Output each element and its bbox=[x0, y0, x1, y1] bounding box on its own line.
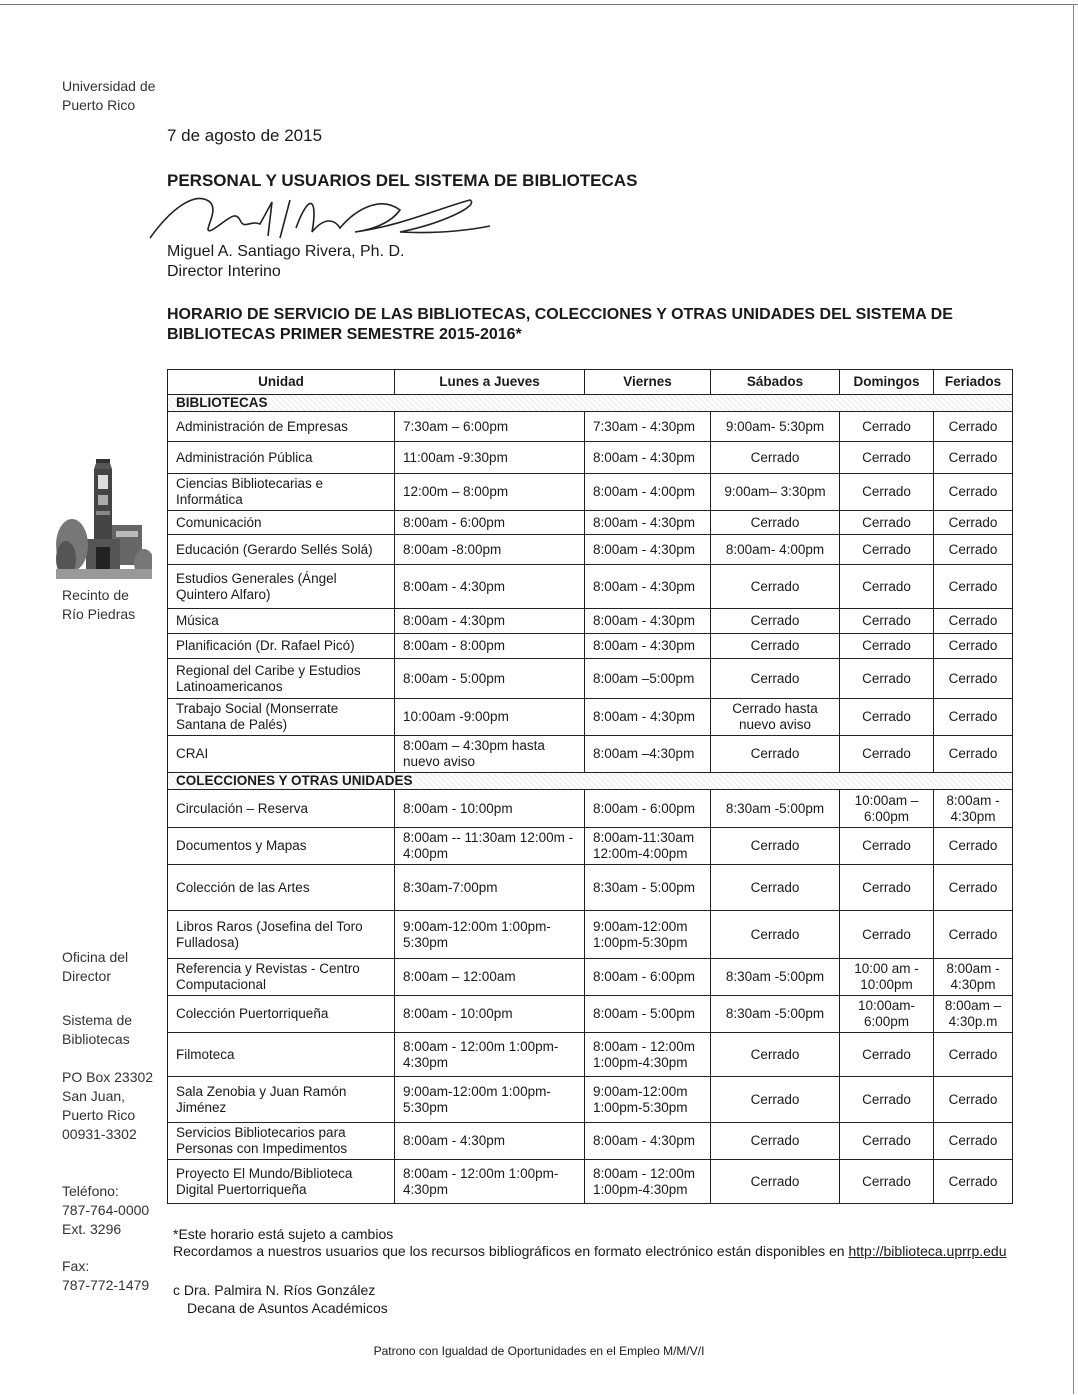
hours-cell: 8:00am – 12:00am bbox=[395, 959, 585, 996]
hours-cell: Cerrado bbox=[934, 442, 1013, 474]
hours-cell: 8:00am -8:00pm bbox=[395, 535, 585, 565]
hours-cell: Cerrado bbox=[934, 511, 1013, 535]
unit-name-cell: Proyecto El Mundo/Biblioteca Digital Puertorriqueña bbox=[168, 1160, 395, 1204]
hours-cell: Cerrado bbox=[934, 565, 1013, 609]
hours-cell: Cerrado bbox=[840, 865, 934, 911]
hours-cell: Cerrado bbox=[934, 828, 1013, 865]
footer-text: Patrono con Igualdad de Oportunidades en el Empleo M/M/V/I bbox=[373, 1344, 705, 1358]
hours-cell: Cerrado bbox=[934, 1123, 1013, 1160]
hours-cell: Cerrado bbox=[934, 736, 1013, 773]
hours-cell: Cerrado bbox=[711, 911, 840, 959]
table-row bbox=[168, 511, 1013, 535]
memo-date: 7 de agosto de 2015 bbox=[167, 126, 323, 145]
table-row bbox=[168, 659, 1013, 699]
fax-line: 787-772-1479 bbox=[62, 1277, 150, 1293]
table-row bbox=[168, 959, 1013, 996]
office-line: Director bbox=[62, 968, 112, 984]
unit-name-cell: Documentos y Mapas bbox=[168, 828, 395, 865]
unit-name-cell: CRAI bbox=[168, 736, 395, 773]
hours-cell: 8:00am - 5:00pm bbox=[585, 996, 711, 1033]
university-name bbox=[62, 77, 155, 115]
hours-cell: 8:00am - 12:00m 1:00pm-4:30pm bbox=[395, 1033, 585, 1077]
hours-cell: Cerrado bbox=[840, 565, 934, 609]
hours-cell: Cerrado bbox=[711, 634, 840, 659]
hours-cell: 11:00am -9:30pm bbox=[395, 442, 585, 474]
hours-cell: Cerrado bbox=[840, 412, 934, 442]
hours-cell: 7:30am – 6:00pm bbox=[395, 412, 585, 442]
phone-info bbox=[62, 1182, 149, 1239]
address-line: Puerto Rico bbox=[62, 1107, 136, 1123]
postal-address bbox=[62, 1068, 153, 1144]
hours-cell: Cerrado bbox=[934, 412, 1013, 442]
unit-name-cell: Colección Puertorriqueña bbox=[168, 996, 395, 1033]
hours-cell: 8:30am - 5:00pm bbox=[585, 865, 711, 911]
hours-cell: Cerrado bbox=[711, 511, 840, 535]
hours-cell: 10:00am -9:00pm bbox=[395, 699, 585, 736]
hours-cell: 8:00am - 4:00pm bbox=[585, 474, 711, 511]
hours-cell: Cerrado bbox=[711, 565, 840, 609]
hours-cell: Cerrado bbox=[711, 1077, 840, 1123]
notes bbox=[173, 1226, 1006, 1260]
hours-cell: 8:00am - 4:30pm bbox=[585, 699, 711, 736]
table-row bbox=[168, 828, 1013, 865]
unit-name-cell: Regional del Caribe y Estudios Latinoamericanos bbox=[168, 659, 395, 699]
hours-cell: 8:00am - 4:30pm bbox=[585, 609, 711, 634]
hours-cell: Cerrado bbox=[934, 659, 1013, 699]
table-row bbox=[168, 911, 1013, 959]
header-saturday: Sábados bbox=[711, 370, 840, 395]
address-line: San Juan, bbox=[62, 1088, 126, 1104]
hours-cell: 8:00am –5:00pm bbox=[585, 659, 711, 699]
unit-name-cell: Música bbox=[168, 609, 395, 634]
office-line: Oficina del bbox=[62, 949, 129, 965]
hours-cell: Cerrado bbox=[711, 828, 840, 865]
tower-logo-icon bbox=[56, 455, 152, 579]
table-row bbox=[168, 699, 1013, 736]
hours-cell: Cerrado bbox=[711, 659, 840, 699]
hours-cell: Cerrado bbox=[840, 511, 934, 535]
hours-cell: Cerrado bbox=[840, 474, 934, 511]
unit-name-cell: Trabajo Social (Monserrate Santana de Palés) bbox=[168, 699, 395, 736]
hours-cell: Cerrado bbox=[711, 609, 840, 634]
table-row bbox=[168, 474, 1013, 511]
hours-cell: Cerrado bbox=[711, 1123, 840, 1160]
section-title: COLECCIONES Y OTRAS UNIDADES bbox=[168, 773, 1013, 790]
hours-cell: 10:00am- 6:00pm bbox=[840, 996, 934, 1033]
hours-cell: Cerrado bbox=[934, 634, 1013, 659]
hours-cell: 9:00am-12:00m 1:00pm-5:30pm bbox=[395, 1077, 585, 1123]
table-row bbox=[168, 1160, 1013, 1204]
hours-cell: Cerrado bbox=[711, 865, 840, 911]
hours-cell: Cerrado bbox=[840, 1160, 934, 1204]
address-line: 00931-3302 bbox=[62, 1126, 137, 1142]
table-row bbox=[168, 565, 1013, 609]
table-row bbox=[168, 1077, 1013, 1123]
sender-title: Director Interino bbox=[167, 263, 281, 280]
hours-cell: 8:00am - 8:00pm bbox=[395, 634, 585, 659]
hours-cell: Cerrado bbox=[840, 442, 934, 474]
hours-cell: 8:00am –4:30pm bbox=[585, 736, 711, 773]
hours-cell: Cerrado bbox=[934, 609, 1013, 634]
table-header-row bbox=[168, 370, 1013, 395]
hours-cell: 8:00am - 4:30pm bbox=[395, 609, 585, 634]
hours-cell: 8:00am - 4:30pm bbox=[585, 511, 711, 535]
table-row bbox=[168, 790, 1013, 828]
hours-cell: 8:00am - 6:00pm bbox=[585, 959, 711, 996]
hours-cell: Cerrado bbox=[840, 736, 934, 773]
hours-cell: Cerrado bbox=[934, 474, 1013, 511]
hours-cell: 8:00am - 12:00m 1:00pm-4:30pm bbox=[585, 1033, 711, 1077]
header-friday: Viernes bbox=[585, 370, 711, 395]
hours-cell: 8:00am - 4:30pm bbox=[395, 1123, 585, 1160]
hours-cell: 7:30am - 4:30pm bbox=[585, 412, 711, 442]
system-name bbox=[62, 1011, 132, 1049]
section-row bbox=[168, 773, 1013, 790]
section-title: BIBLIOTECAS bbox=[168, 395, 1013, 412]
hours-cell: 9:00am– 3:30pm bbox=[711, 474, 840, 511]
hours-cell: Cerrado bbox=[840, 699, 934, 736]
unit-name-cell: Estudios Generales (Ángel Quintero Alfaro) bbox=[168, 565, 395, 609]
unit-name-cell: Referencia y Revistas - Centro Computacional bbox=[168, 959, 395, 996]
address-line: PO Box 23302 bbox=[62, 1069, 154, 1085]
hours-cell: 8:00am - 4:30pm bbox=[585, 565, 711, 609]
hours-cell: 8:00am - 5:00pm bbox=[395, 659, 585, 699]
table-row bbox=[168, 736, 1013, 773]
unit-name-cell: Servicios Bibliotecarios para Personas con Impedimentos bbox=[168, 1123, 395, 1160]
campus-line: Río Piedras bbox=[62, 606, 136, 622]
hours-cell: Cerrado bbox=[934, 699, 1013, 736]
university-line: Puerto Rico bbox=[62, 97, 136, 113]
university-line: Universidad de bbox=[62, 78, 156, 94]
header-sunday: Domingos bbox=[840, 370, 934, 395]
hours-cell: 9:00am-12:00m 1:00pm-5:30pm bbox=[395, 911, 585, 959]
reminder bbox=[173, 1243, 1006, 1260]
cc-name: c Dra. Palmira N. Ríos González bbox=[173, 1282, 376, 1298]
unit-name-cell: Educación (Gerardo Sellés Solá) bbox=[168, 535, 395, 565]
hours-cell: 8:00am- 4:00pm bbox=[711, 535, 840, 565]
hours-cell: Cerrado bbox=[934, 535, 1013, 565]
hours-cell: Cerrado bbox=[840, 634, 934, 659]
hours-cell: 8:00am – 4:30pm hasta nuevo aviso bbox=[395, 736, 585, 773]
fax-line: Fax: bbox=[62, 1258, 90, 1274]
hours-cell: Cerrado bbox=[840, 659, 934, 699]
hours-cell: 8:00am - 10:00pm bbox=[395, 996, 585, 1033]
hours-cell: 8:00am - 4:30pm bbox=[585, 442, 711, 474]
unit-name-cell: Sala Zenobia y Juan Ramón Jiménez bbox=[168, 1077, 395, 1123]
disclaimer: *Este horario está sujeto a cambios bbox=[173, 1226, 394, 1242]
hours-cell: Cerrado bbox=[711, 1160, 840, 1204]
table-row bbox=[168, 996, 1013, 1033]
schedule-table bbox=[167, 369, 1013, 1204]
memo-subject: HORARIO DE SERVICIO DE LAS BIBLIOTECAS, COLECCIONES Y OTRAS UNIDADES DEL SISTEMA DE BIBLIOTECAS PRIMER SEMESTRE 2015-2016* bbox=[167, 306, 953, 343]
header-holidays: Feriados bbox=[934, 370, 1013, 395]
hours-cell: 8:00am – 4:30p.m bbox=[934, 996, 1013, 1033]
memo-sender bbox=[167, 242, 404, 282]
hours-cell: 10:00 am - 10:00pm bbox=[840, 959, 934, 996]
hours-cell: 8:00am - 10:00pm bbox=[395, 790, 585, 828]
cc-title: Decana de Asuntos Académicos bbox=[187, 1300, 388, 1316]
unit-name-cell: Administración Pública bbox=[168, 442, 395, 474]
sender-name: Miguel A. Santiago Rivera, Ph. D. bbox=[167, 243, 405, 260]
phone-line: Ext. 3296 bbox=[62, 1221, 122, 1237]
table-row bbox=[168, 535, 1013, 565]
unit-name-cell: Circulación – Reserva bbox=[168, 790, 395, 828]
hours-cell: Cerrado bbox=[840, 1033, 934, 1077]
hours-cell: 8:30am-7:00pm bbox=[395, 865, 585, 911]
hours-cell: Cerrado bbox=[934, 1077, 1013, 1123]
hours-cell: Cerrado bbox=[840, 1123, 934, 1160]
hours-cell: Cerrado bbox=[934, 1160, 1013, 1204]
hours-cell: 8:00am - 4:30pm bbox=[585, 634, 711, 659]
hours-cell: 8:00am - 4:30pm bbox=[395, 565, 585, 609]
hours-cell: Cerrado bbox=[934, 911, 1013, 959]
unit-name-cell: Filmoteca bbox=[168, 1033, 395, 1077]
section-row bbox=[168, 395, 1013, 412]
hours-cell: 12:00m – 8:00pm bbox=[395, 474, 585, 511]
hours-cell: 10:00am – 6:00pm bbox=[840, 790, 934, 828]
campus-line: Recinto de bbox=[62, 587, 129, 603]
unit-name-cell: Comunicación bbox=[168, 511, 395, 535]
office-name bbox=[62, 948, 128, 986]
hours-cell: 8:00am - 12:00m 1:00pm-4:30pm bbox=[585, 1160, 711, 1204]
hours-cell: 8:00am - 4:30pm bbox=[934, 790, 1013, 828]
hours-cell: Cerrado bbox=[711, 736, 840, 773]
hours-cell: Cerrado bbox=[840, 911, 934, 959]
fax-info bbox=[62, 1257, 149, 1295]
hours-cell: Cerrado bbox=[840, 1077, 934, 1123]
hours-cell: 9:00am-12:00m 1:00pm-5:30pm bbox=[585, 1077, 711, 1123]
hours-cell: Cerrado bbox=[711, 1033, 840, 1077]
hours-cell: Cerrado hasta nuevo aviso bbox=[711, 699, 840, 736]
hours-cell: 8:00am - 4:30pm bbox=[585, 1123, 711, 1160]
hours-cell: 8:30am -5:00pm bbox=[711, 996, 840, 1033]
memo-recipient: PERSONAL Y USUARIOS DEL SISTEMA DE BIBLIOTECAS bbox=[167, 171, 638, 190]
table-row bbox=[168, 1033, 1013, 1077]
library-link[interactable]: http://biblioteca.uprrp.edu bbox=[848, 1243, 1007, 1259]
hours-cell: Cerrado bbox=[934, 865, 1013, 911]
table-row bbox=[168, 609, 1013, 634]
hours-cell: 8:00am - 12:00m 1:00pm-4:30pm bbox=[395, 1160, 585, 1204]
table-row bbox=[168, 1123, 1013, 1160]
hours-cell: 8:30am -5:00pm bbox=[711, 959, 840, 996]
hours-cell: 8:30am -5:00pm bbox=[711, 790, 840, 828]
hours-cell: 8:00am - 6:00pm bbox=[395, 511, 585, 535]
table-row bbox=[168, 412, 1013, 442]
cc-block bbox=[173, 1281, 388, 1317]
hours-cell: 8:00am-11:30am 12:00m-4:00pm bbox=[585, 828, 711, 865]
hours-cell: Cerrado bbox=[840, 828, 934, 865]
unit-name-cell: Planificación (Dr. Rafael Picó) bbox=[168, 634, 395, 659]
hours-cell: 9:00am- 5:30pm bbox=[711, 412, 840, 442]
table-row bbox=[168, 865, 1013, 911]
hours-cell: 8:00am -- 11:30am 12:00m - 4:00pm bbox=[395, 828, 585, 865]
top-border bbox=[0, 4, 1078, 5]
table-row bbox=[168, 634, 1013, 659]
reminder-text: Recordamos a nuestros usuarios que los recursos bibliográficos en formato electrónico están disponibles en bbox=[173, 1243, 845, 1259]
schedule-body bbox=[168, 395, 1013, 1204]
system-line: Bibliotecas bbox=[62, 1031, 130, 1047]
unit-name-cell: Colección de las Artes bbox=[168, 865, 395, 911]
unit-name-cell: Administración de Empresas bbox=[168, 412, 395, 442]
table-row bbox=[168, 442, 1013, 474]
hours-cell: Cerrado bbox=[934, 1033, 1013, 1077]
phone-line: 787-764-0000 bbox=[62, 1202, 150, 1218]
hours-cell: 9:00am-12:00m 1:00pm-5:30pm bbox=[585, 911, 711, 959]
phone-line: Teléfono: bbox=[62, 1183, 119, 1199]
unit-name-cell: Ciencias Bibliotecarias e Informática bbox=[168, 474, 395, 511]
right-border bbox=[1073, 4, 1074, 1394]
system-line: Sistema de bbox=[62, 1012, 133, 1028]
header-unit: Unidad bbox=[168, 370, 395, 395]
hours-cell: 8:00am - 6:00pm bbox=[585, 790, 711, 828]
unit-name-cell: Libros Raros (Josefina del Toro Fulladosa) bbox=[168, 911, 395, 959]
hours-cell: 8:00am - 4:30pm bbox=[934, 959, 1013, 996]
header-mon-thu: Lunes a Jueves bbox=[395, 370, 585, 395]
hours-cell: 8:00am - 4:30pm bbox=[585, 535, 711, 565]
hours-cell: Cerrado bbox=[840, 609, 934, 634]
hours-cell: Cerrado bbox=[711, 442, 840, 474]
hours-cell: Cerrado bbox=[840, 535, 934, 565]
campus-name bbox=[62, 586, 135, 624]
